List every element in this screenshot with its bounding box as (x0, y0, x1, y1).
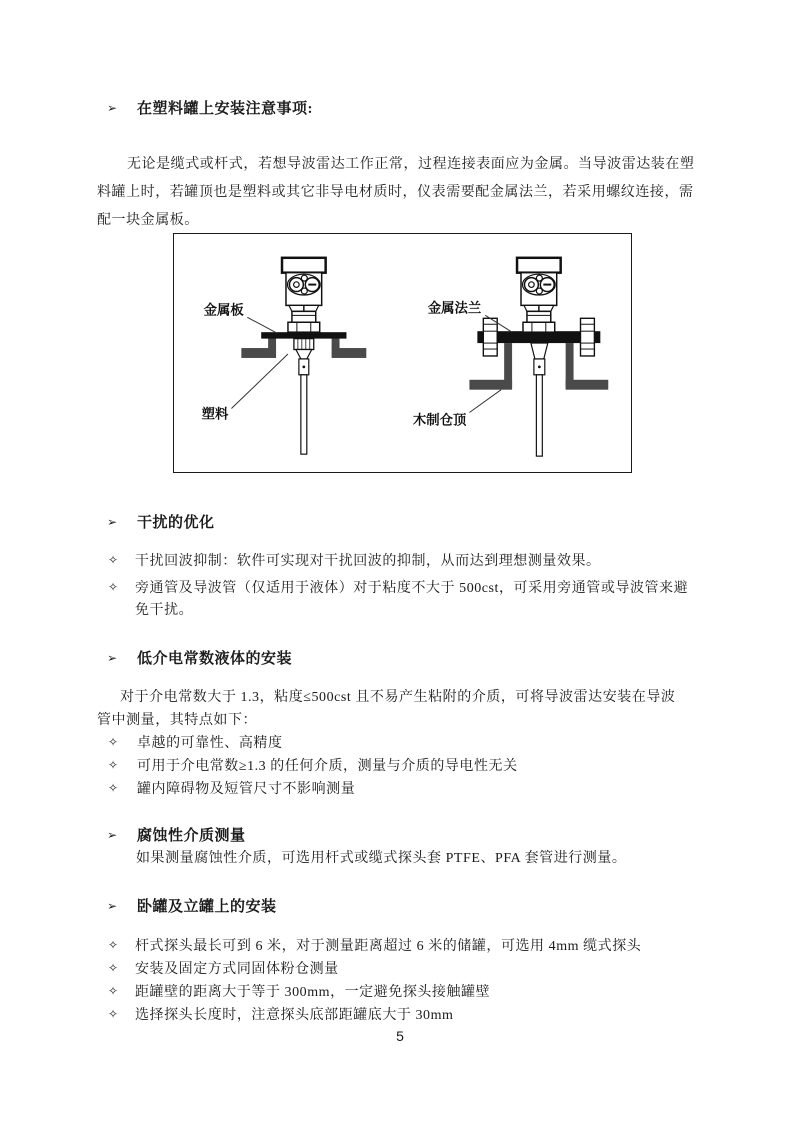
rod-probe (531, 343, 548, 456)
text-line (97, 184, 694, 202)
figure-canvas (174, 234, 631, 472)
label-plastic: 塑料 (201, 406, 229, 422)
text: 选择探头长度时，注意探头底部距罐底大于 30mm (135, 1008, 454, 1023)
text-line (136, 850, 626, 868)
text: 腐蚀性介质测量 (137, 828, 246, 844)
text-line (127, 156, 694, 174)
diamond-bullet-icon: ✧ (108, 938, 119, 952)
metal-plate-shape (261, 332, 346, 338)
text: 卓越的可靠性、高精度 (137, 736, 283, 751)
text: 在塑料罐上安装注意事项: (137, 101, 313, 117)
bullet-item (108, 1007, 453, 1025)
text: 如果测量腐蚀性介质，可选用杆式或缆式探头套 PTFE、PFA 套管进行测量。 (136, 851, 627, 866)
text: 可用于介电常数≥1.3 的任何介质，测量与介质的导电性无关 (137, 759, 518, 774)
text-line (97, 712, 257, 730)
diamond-bullet-icon: ✧ (108, 961, 119, 975)
text-line (97, 212, 199, 230)
sensor-head (282, 258, 326, 332)
text: 低介电常数液体的安装 (137, 651, 293, 667)
text: 安装及固定方式同固体粉仓测量 (135, 962, 339, 977)
bullet-item (108, 984, 490, 1002)
section-heading (107, 898, 277, 917)
installation-figure (173, 233, 632, 473)
text-line (135, 602, 193, 620)
arrow-bullet-icon: ➢ (107, 899, 118, 913)
section-heading (107, 827, 246, 846)
section-heading (107, 514, 215, 533)
section-heading (107, 100, 313, 119)
bullet-item (108, 938, 641, 956)
leader-plastic (231, 354, 288, 409)
text: 罐内障碍物及短管尺寸不影响测量 (137, 782, 356, 797)
sensor-head (517, 258, 561, 332)
bullet-item (108, 961, 339, 979)
diamond-bullet-icon: ✧ (108, 781, 119, 795)
text: 对于介电常数大于 1.3，粘度≤500cst 且不易产生粘附的介质，可将导波雷达安装在导波 (120, 690, 676, 705)
text: 距罐壁的距离大于等于 300mm，一定避免探头接触罐壁 (135, 985, 491, 1000)
bullet-item (108, 735, 283, 753)
section-heading (107, 650, 292, 669)
text: 料罐上时，若罐顶也是塑料或其它非导电材质时，仪表需要配金属法兰，若采用螺纹连接，需 (97, 185, 694, 200)
text: 杆式探头最长可到 6 米，对于测量距离超过 6 米的储罐，可选用 4mm 缆式探头 (135, 939, 642, 954)
rod-probe (294, 339, 314, 455)
arrow-bullet-icon: ➢ (107, 651, 118, 665)
text: 干扰回波抑制：软件可实现对干扰回波的抑制，从而达到理想测量效果。 (135, 554, 601, 569)
text: 管中测量，其特点如下： (97, 713, 258, 728)
bullet-item (108, 781, 355, 799)
arrow-bullet-icon: ➢ (107, 515, 118, 529)
label-metal-plate: 金属板 (203, 302, 244, 318)
diagram-wooden-roof (413, 258, 608, 456)
diamond-bullet-icon: ✧ (108, 580, 119, 594)
label-metal-flange: 金属法兰 (427, 300, 482, 316)
page-number: 5 (396, 1028, 404, 1044)
text: 无论是缆式或杆式，若想导波雷达工作正常，过程连接表面应为金属。当导波雷达装在塑 (127, 157, 695, 172)
diamond-bullet-icon: ✧ (108, 984, 119, 998)
text: 免干扰。 (135, 603, 194, 618)
text: 配一块金属板。 (97, 213, 199, 228)
leader-metal-plate (247, 317, 277, 333)
text-line (120, 689, 675, 707)
arrow-bullet-icon: ➢ (107, 828, 118, 842)
label-wooden-roof: 木制仓顶 (412, 412, 467, 428)
arrow-bullet-icon: ➢ (107, 101, 118, 115)
bullet-item (108, 758, 518, 776)
diamond-bullet-icon: ✧ (108, 735, 119, 749)
text: 干扰的优化 (137, 515, 215, 531)
diagram-plastic-tank (202, 258, 367, 454)
bullet-item (108, 580, 688, 598)
bullet-item (108, 553, 601, 571)
diamond-bullet-icon: ✧ (108, 758, 119, 772)
diamond-bullet-icon: ✧ (108, 1007, 119, 1021)
leader-wooden-roof (469, 390, 501, 413)
text: 卧罐及立罐上的安装 (137, 899, 277, 915)
diamond-bullet-icon: ✧ (108, 553, 119, 567)
text: 旁通管及导波管（仅适用于液体）对于粘度不大于 500cst，可采用旁通管或导波管来避 (135, 581, 689, 596)
